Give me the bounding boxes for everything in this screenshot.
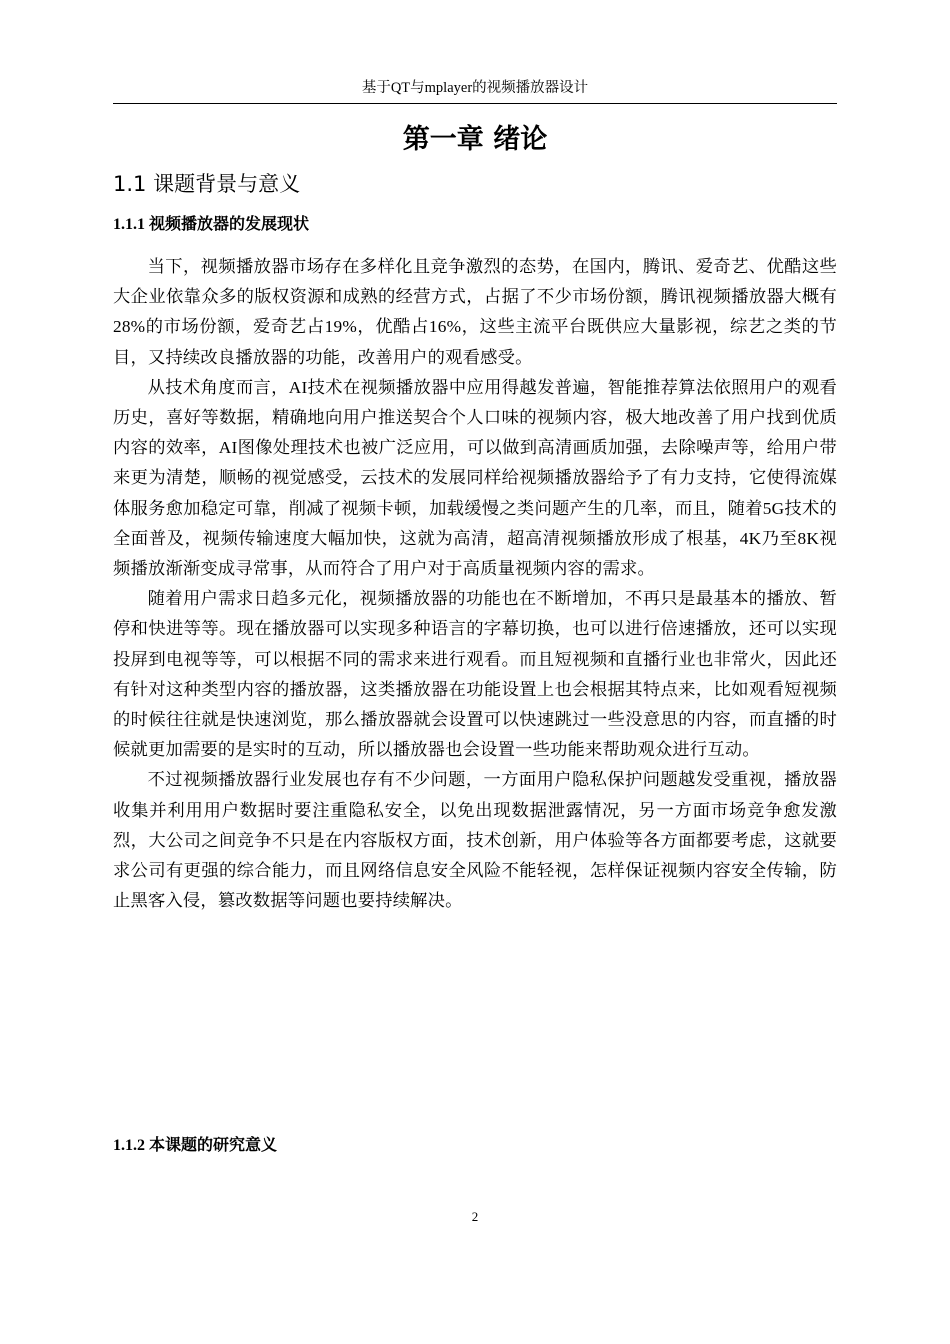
subsection-title-1-1-1: 1.1.1 视频播放器的发展现状 <box>113 216 310 233</box>
paragraph: 不过视频播放器行业发展也存有不少问题，一方面用户隐私保护问题越发受重视，播放器收集并利用用户数据时要注重隐私安全，以免出现数据泄露情况，另一方面市场竞争愈发激烈，大公司之间竞争不只是在内容版权方面，技术创新，用户体验等各方面都要考虑，这就要求公司有更强的综合能力，而且网络信息安全风险不能轻视，怎样保证视频内容安全传输，防止黑客入侵，篡改数据等问题也要持续解决。 <box>113 770 837 911</box>
body-text <box>113 252 837 916</box>
paragraph: 随着用户需求日趋多元化，视频播放器的功能也在不断增加，不再只是最基本的播放、暂停和快进等等。现在播放器可以实现多种语言的字幕切换，也可以进行倍速播放，还可以实现投屏到电视等等，可以根据不同的需求来进行观看。而且短视频和直播行业也非常火，因此还有针对这种类型内容的播放器，这类播放器在功能设置上也会根据其特点来，比如观看短视频的时候往往就是快速浏览，那么播放器就会设置可以快速跳过一些没意思的内容，而直播的时候就更加需要的是实时的互动，所以播放器也会设置一些功能来帮助观众进行互动。 <box>113 589 837 760</box>
subsection-title-1-1-2: 1.1.2 本课题的研究意义 <box>113 1137 278 1154</box>
header-divider <box>113 103 837 104</box>
paragraph: 从技术角度而言，AI技术在视频播放器中应用得越发普遍，智能推荐算法依照用户的观看历史，喜好等数据，精确地向用户推送契合个人口味的视频内容，极大地改善了用户找到优质内容的效率，AI图像处理技术也被广泛应用，可以做到高清画质加强，去除噪声等，给用户带来更为清楚，顺畅的视觉感受，云技术的发展同样给视频播放器给予了有力支持，它使得流媒体服务愈加稳定可靠，削减了视频卡顿，加载缓慢之类问题产生的几率，而且，随着5G技术的全面普及，视频传输速度大幅加快，这就为高清，超高清视频播放形成了根基，4K乃至8K视频播放渐渐变成寻常事，从而符合了用户对于高质量视频内容的需求。 <box>113 377 837 579</box>
page-number: 2 <box>471 1209 479 1224</box>
running-header: 基于QT与mplayer的视频播放器设计 <box>361 80 589 96</box>
section-title: 1.1 课题背景与意义 <box>113 172 301 196</box>
paragraph: 当下，视频播放器市场存在多样化且竞争激烈的态势，在国内，腾讯、爱奇艺、优酷这些大企业依靠众多的版权资源和成熟的经营方式，占据了不少市场份额，腾讯视频播放器大概有28%的市场份额，爱奇艺占19%，优酷占16%，这些主流平台既供应大量影视，综艺之类的节目，又持续改良播放器的功能，改善用户的观看感受。 <box>113 257 837 367</box>
chapter-title: 第一章 绪论 <box>402 124 548 155</box>
